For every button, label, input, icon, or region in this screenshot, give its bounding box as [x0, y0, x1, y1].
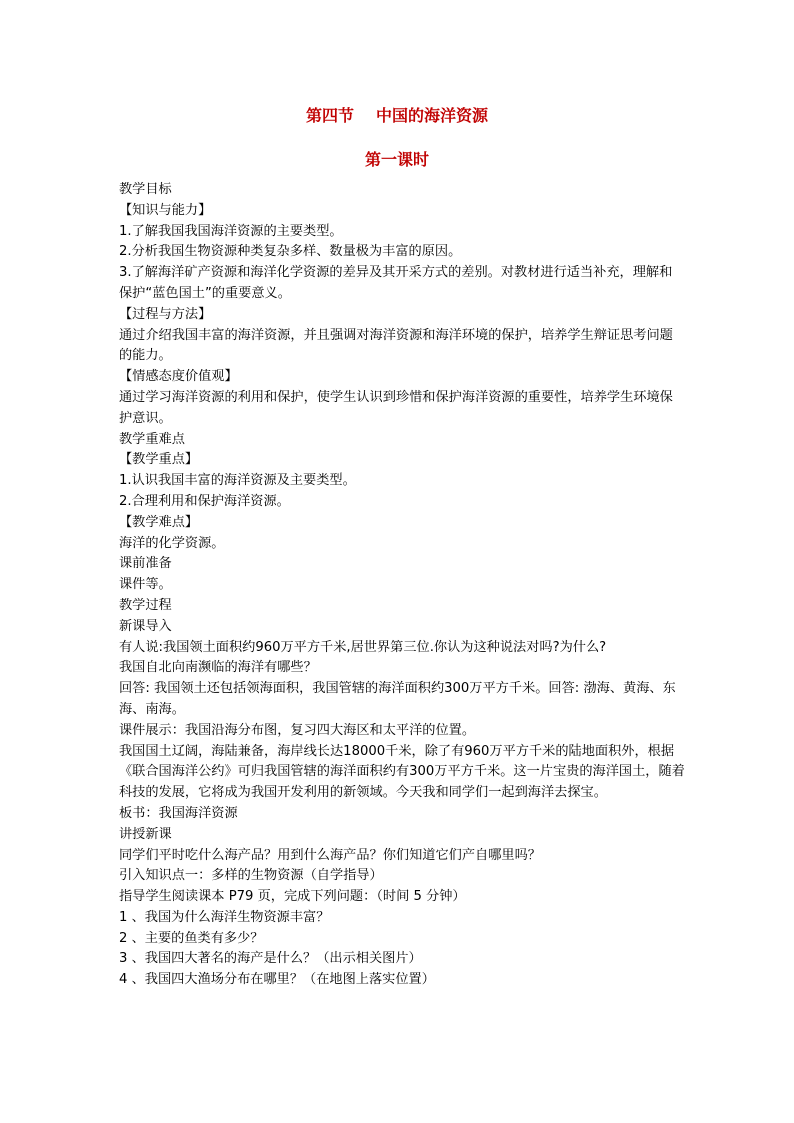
body-line: 通过介绍我国丰富的海洋资源，并且强调对海洋资源和海洋环境的保护，培养学生辩证思考问题的能力。 — [119, 327, 673, 364]
section-title — [0, 104, 794, 128]
body-line: 【情感态度价值观】 — [119, 369, 238, 385]
section-number: 第四节 — [305, 106, 354, 125]
body-line: 1 、我国为什么海洋生物资源丰富？ — [119, 909, 330, 925]
body-line: 1.了解我国我国海洋资源的主要类型。 — [119, 223, 343, 239]
body-line: 我国自北向南濒临的海洋有哪些？ — [119, 660, 317, 676]
body-line: 1.认识我国丰富的海洋资源及主要类型。 — [119, 473, 356, 489]
body-line: 教学重难点 — [119, 431, 185, 447]
body-line: 3.了解海洋矿产资源和海洋化学资源的差异及其开采方式的差别。对教材进行适当补充，理解和保护“蓝色国土”的重要意义。 — [119, 265, 673, 301]
lesson-body — [119, 180, 685, 991]
body-line: 教学过程 — [119, 597, 172, 613]
body-line: 4 、我国四大渔场分布在哪里？（在地图上落实位置） — [119, 972, 435, 988]
body-line: 3 、我国四大著名的海产是什么？（出示相关图片） — [119, 951, 422, 967]
body-line: 回答: 我国领土还包括领海面积，我国管辖的海洋面积约300万平方千米。回答: 渤海、黄海、东海、南海。 — [119, 681, 676, 717]
body-line: 有人说:我国领土面积约960万平方千米,居世界第三位.你认为这种说法对吗?为什么? — [119, 639, 607, 655]
body-line: 同学们平时吃什么海产品？用到什么海产品？你们知道它们产自哪里吗？ — [119, 847, 541, 863]
body-line: 通过学习海洋资源的利用和保护，使学生认识到珍惜和保护海洋资源的重要性，培养学生环境保护意识。 — [119, 389, 673, 426]
body-line: 新课导入 — [119, 618, 172, 634]
body-line: 讲授新课 — [119, 826, 172, 842]
body-line: 教学目标 — [119, 182, 172, 197]
body-line: 课前准备 — [119, 556, 172, 572]
body-line: 2.合理利用和保护海洋资源。 — [119, 493, 290, 509]
body-line: 2.分析我国生物资源种类复杂多样、数量极为丰富的原因。 — [119, 244, 462, 260]
body-line: 指导学生阅读课本 P79 页，完成下列问题：（时间 5 分钟） — [119, 889, 466, 905]
lesson-subtitle: 第一课时 — [364, 150, 429, 169]
body-line: 课件等。 — [119, 577, 172, 593]
body-line: 板书：我国海洋资源 — [119, 805, 238, 821]
body-line: 【过程与方法】 — [119, 306, 212, 322]
body-line: 引入知识点一：多样的生物资源（自学指导） — [119, 868, 383, 884]
body-line: 【教学重点】 — [119, 452, 199, 468]
body-line: 【知识与能力】 — [119, 202, 212, 218]
body-line: 课件展示：我国沿海分布图，复习四大海区和太平洋的位置。 — [119, 722, 476, 738]
body-line: 【教学难点】 — [119, 514, 199, 530]
body-line: 2 、主要的鱼类有多少？ — [119, 930, 264, 946]
body-line: 我国国土辽阔，海陆兼备，海岸线长达18000千米，除了有960万平方千米的陆地面积外，根据《联合国海洋公约》可归我国管辖的海洋面积约有300万平方千米。这一片宝贵的海洋国土，随着科技的发展，它将成为我国开发利用的新领域。今天我和同学们一起到海洋去探宝。 — [119, 743, 685, 801]
section-name: 中国的海洋资源 — [376, 106, 489, 125]
body-line: 海洋的化学资源。 — [119, 535, 225, 551]
